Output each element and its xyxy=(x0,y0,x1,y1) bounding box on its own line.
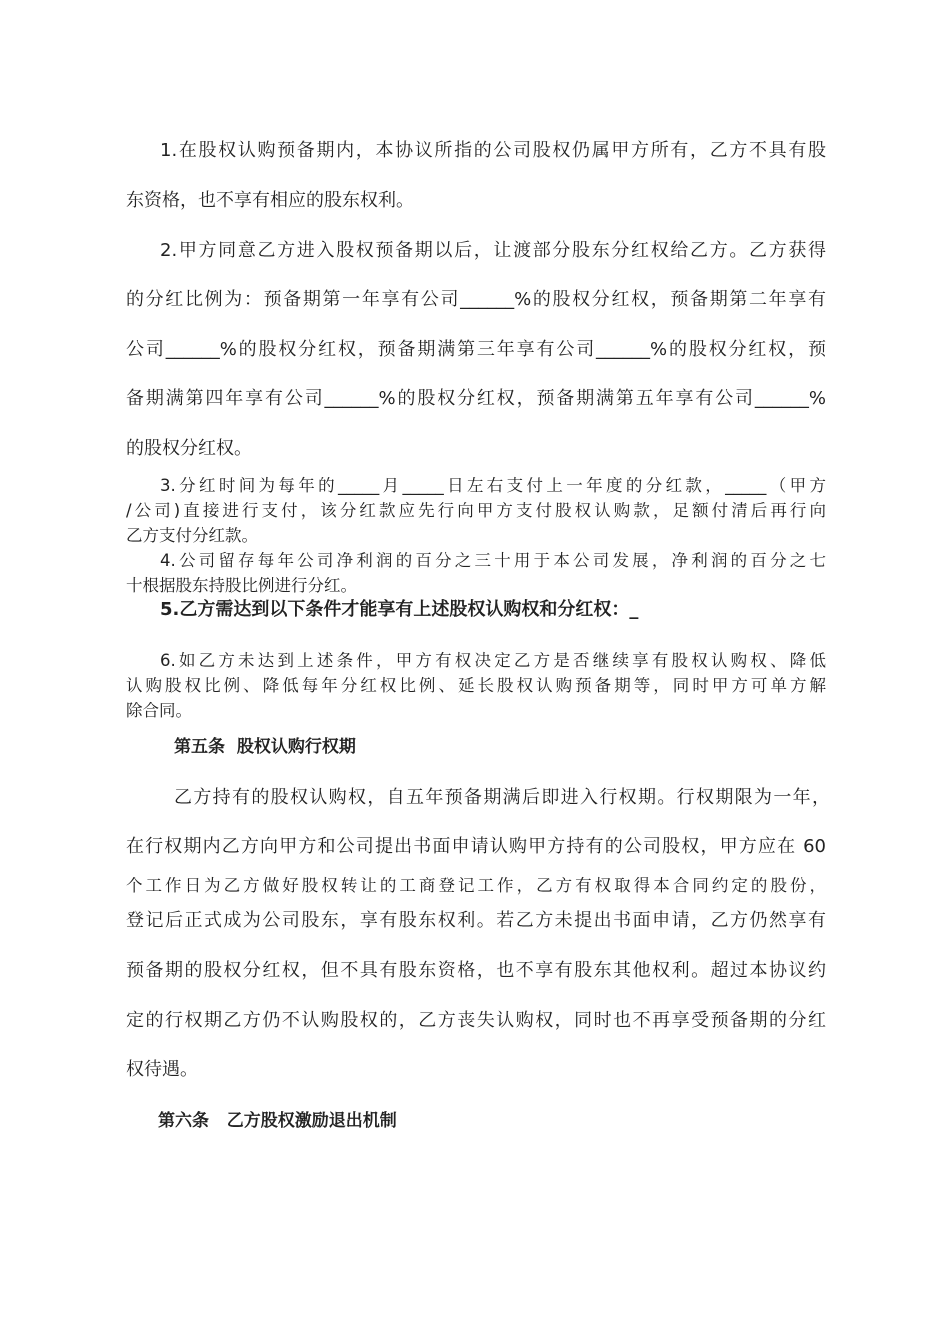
article-5-line-1: 乙方持有的股权认购权，自五年预备期满后即进入行权期。行权期限为一年， xyxy=(174,787,830,808)
article-5-line-4: 登记后正式成为公司股东，享有股东权利。若乙方未提出书面申请，乙方仍然享有 xyxy=(126,910,826,931)
article-5-line-6: 定的行权期乙方仍不认购股权的，乙方丧失认购权，同时也不再享受预备期的分红 xyxy=(126,1010,826,1031)
paragraph-1-line-2: 东资格，也不享有相应的股东权利。 xyxy=(126,190,414,211)
paragraph-4-line-1: 4.公司留存每年公司净利润的百分之三十用于本公司发展，净利润的百分之七 xyxy=(160,551,826,570)
article-5-line-3: 个工作日为乙方做好股权转让的工商登记工作，乙方有权取得本合同约定的股份， xyxy=(126,876,826,895)
paragraph-6-line-1: 6.如乙方未达到上述条件，甲方有权决定乙方是否继续享有股权认购权、降低 xyxy=(160,651,826,670)
paragraph-6-line-3: 除合同。 xyxy=(126,701,192,720)
paragraph-5-line-1: 5.乙方需达到以下条件才能享有上述股权认购权和分红权：_ xyxy=(160,599,639,620)
article-5-line-5: 预备期的股权分红权，但不具有股东资格，也不享有股东其他权利。超过本协议约 xyxy=(126,960,826,981)
paragraph-1-line-1: 1.在股权认购预备期内，本协议所指的公司股权仍属甲方所有，乙方不具有股 xyxy=(160,140,826,161)
paragraph-4-line-2: 十根据股东持股比例进行分红。 xyxy=(126,576,357,595)
paragraph-2-line-2: 的分红比例为：预备期第一年享有公司______%的股权分红权，预备期第二年享有 xyxy=(126,289,826,310)
paragraph-2-line-1: 2.甲方同意乙方进入股权预备期以后，让渡部分股东分红权给乙方。乙方获得 xyxy=(160,240,826,261)
paragraph-2-line-4: 备期满第四年享有公司______%的股权分红权，预备期满第五年享有公司______% xyxy=(126,388,826,409)
paragraph-3-line-3: 乙方支付分红款。 xyxy=(126,526,258,545)
article-6-heading: 第六条 乙方股权激励退出机制 xyxy=(158,1111,397,1131)
paragraph-2-line-3: 公司______%的股权分红权，预备期满第三年享有公司______%的股权分红权，预 xyxy=(126,339,826,360)
article-5-heading: 第五条 股权认购行权期 xyxy=(174,737,356,757)
article-5-line-2: 在行权期内乙方向甲方和公司提出书面申请认购甲方持有的公司股权，甲方应在 60 xyxy=(126,836,826,857)
paragraph-3-line-1: 3.分红时间为每年的_____月_____日左右支付上一年度的分红款，_____（甲方 xyxy=(160,476,826,495)
paragraph-2-line-5: 的股权分红权。 xyxy=(126,438,252,459)
article-5-line-7: 权待遇。 xyxy=(126,1059,198,1080)
paragraph-3-line-2: /公司)直接进行支付，该分红款应先行向甲方支付股权认购款，足额付清后再行向 xyxy=(126,501,826,520)
paragraph-6-line-2: 认购股权比例、降低每年分红权比例、延长股权认购预备期等，同时甲方可单方解 xyxy=(126,676,826,695)
